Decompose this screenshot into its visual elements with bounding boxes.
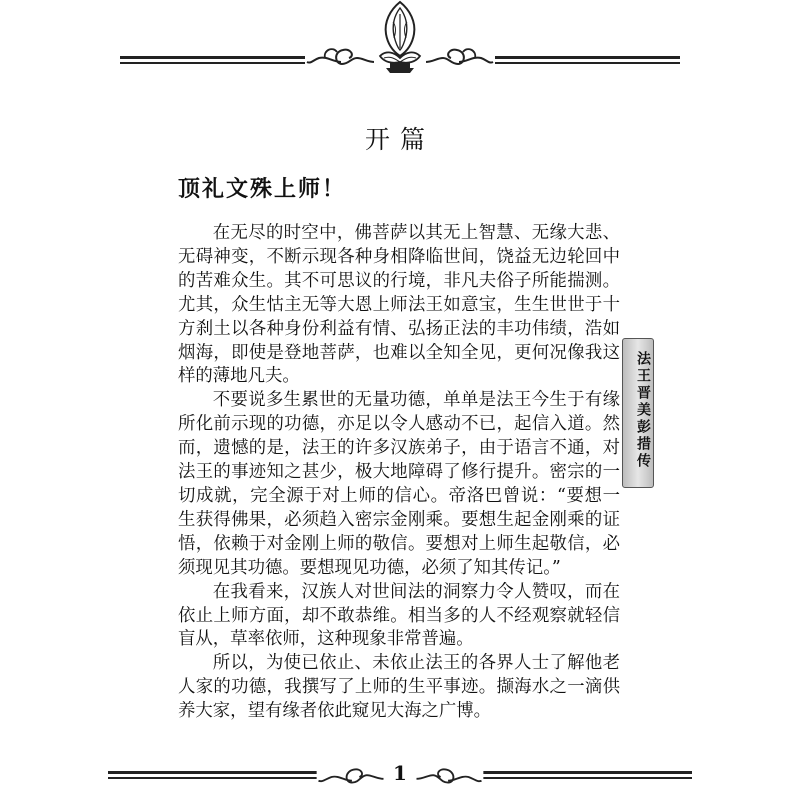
chapter-title: 开篇: [364, 125, 435, 154]
cloud-ornament-icon: [305, 40, 379, 68]
paragraph: 所以，为使已依止、未依止法王的各界人士了解他老人家的功德，我撰写了上师的生平事迹。撷海水之一滴供养大家，望有缘者依此窥见大海之广博。: [178, 653, 620, 722]
cloud-ornament-icon: [316, 764, 386, 790]
side-tab: [622, 338, 654, 488]
body-text: [178, 222, 620, 724]
cloud-ornament-icon: [414, 764, 484, 790]
paragraph: 不要说多生累世的无量功德，单单是法王今生于有缘所化前示现的功德，亦足以令人感动不已，起信入道。然而，遗憾的是，法王的许多汉族弟子，由于语言不通，对法王的事迹知之甚少，极大地障碍了修行提升。密宗的一切成就，完全源于对上师的信心。帝洛巴曾说：“要想一生获得佛果，必须趋入密宗金刚乘。要想生起金刚乘的证悟，依赖于对金刚上师的敬信。要想对上师生起敬信，必须现见其功德。要想现见功德，必须了知其传记。”: [178, 390, 620, 578]
cloud-ornament-icon: [421, 40, 495, 68]
side-tab-label: 法王晋美彭措传: [635, 351, 651, 470]
page-number: 1: [384, 758, 416, 788]
paragraph: 在我看来，汉族人对世间法的洞察力令人赞叹，而在依止上师方面，却不敢恭维。相当多的人不经观察就轻信盲从，草率依师，这种现象非常普遍。: [178, 581, 620, 650]
paragraph: 在无尽的时空中，佛菩萨以其无上智慧、无缘大悲、无碍神变，不断示现各种身相降临世间，饶益无边轮回中的苦难众生。其不可思议的行境，非凡夫俗子所能揣测。尤其，众生怙主无等大恩上师法王如意宝，生生世世于十方刹土以各种身份利益有情、弘扬正法的丰功伟绩，浩如烟海，即使是登地菩萨，也难以全知全见，更何况像我这样的薄地凡夫。: [178, 223, 620, 387]
salutation-heading: 顶礼文殊上师！: [178, 176, 347, 202]
lotus-flame-icon: [372, 0, 428, 74]
